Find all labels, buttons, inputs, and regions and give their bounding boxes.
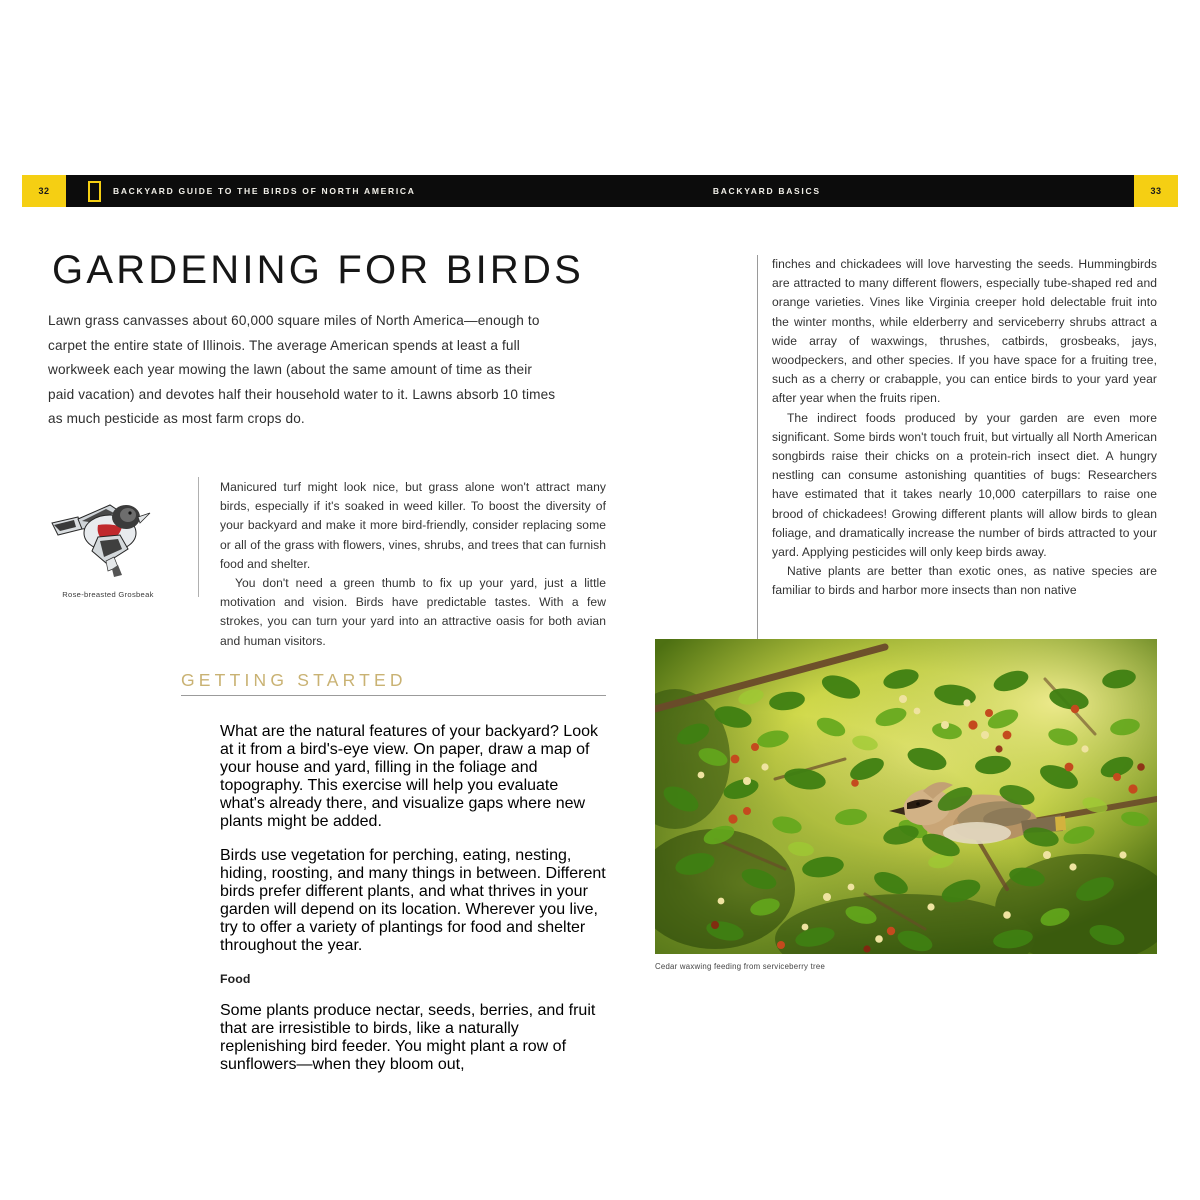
photo-artwork bbox=[655, 639, 1157, 954]
section-heading-rule bbox=[181, 695, 606, 696]
left-page-column bbox=[48, 207, 606, 1073]
paragraph: Native plants are better than exotic ones, as native species are familiar to birds and harbor more insects than non native bbox=[772, 564, 1157, 598]
paragraph: You don't need a green thumb to fix up your yard, just a little motivation and vision. Birds have predictable tastes. With a few strokes, you can turn your yard into an attractive oasis for both avian and human visitors. bbox=[220, 576, 606, 648]
folio-right-number: 33 bbox=[1150, 186, 1162, 196]
paragraph: finches and chickadees will love harvesting the seeds. Hummingbirds are attracted to many different flowers, especially tube-shaped red and orange varieties. Vines like Virginia creeper hold delectable fruit into the winter months, while elderberry and serviceberry shrubs attract a wide array of waxwings, thrushes, catbirds, grosbeaks, jays, woodpeckers, and other species. If you have space for a fruiting tree, such as a cherry or crabapple, you can entice birds to your yard year after year when the fruits ripen. bbox=[772, 257, 1157, 406]
subsection-heading: Food bbox=[220, 972, 251, 986]
left-body-text bbox=[220, 478, 606, 651]
photo-caption: Cedar waxwing feeding from serviceberry tree bbox=[655, 962, 826, 971]
intro-paragraph: Lawn grass canvasses about 60,000 square miles of North America—enough to carpet the entire state of Illinois. The average American spends at least a full workweek each year mowing the lawn (about the same amount of time as their paid vacation) and devotes half their household water to it. Lawns absorb 10 times as much pesticide as most farm crops do. bbox=[48, 313, 556, 426]
header-title-right: BACKYARD BASICS bbox=[712, 186, 821, 196]
page-title: GARDENING FOR BIRDS bbox=[52, 248, 584, 292]
paragraph: The indirect foods produced by your garden are even more significant. Some birds won't touch fruit, but virtually all North American songbirds raise their chicks on a protein-rich insect diet. A hungry nestling can consume astonishing quantities of bugs: Researchers have estimated that it takes nearly 10,000 caterpillars to raise one brood of chickadees! Growing different plants will allow birds to glean foliage, and dramatically increase the number of birds attracted to your yard. Applying pesticides will only keep birds away. bbox=[772, 410, 1157, 560]
cedar-waxwing-photo bbox=[655, 639, 1157, 954]
getting-started-text bbox=[220, 707, 606, 1090]
paragraph: Some plants produce nectar, seeds, berries, and fruit that are irresistible to birds, like a naturally replenishing bird feeder. You might plant a row of sunflowers—when they bloom out, bbox=[220, 1002, 596, 1073]
folio-left bbox=[22, 175, 66, 207]
header-title-left: BACKYARD GUIDE TO THE BIRDS OF NORTH AMERICA bbox=[113, 186, 416, 196]
illustration-divider bbox=[198, 477, 199, 597]
paragraph: Birds use vegetation for perching, eating, nesting, hiding, roosting, and many things in between. Different birds prefer different plants, and what thrives in your garden will depend on its location. Wherever you live, try to offer a variety of plantings for food and shelter throughout the year. bbox=[220, 847, 606, 954]
folio-left-number: 32 bbox=[38, 186, 50, 196]
rose-breasted-grosbeak-icon bbox=[48, 479, 160, 583]
section-heading: GETTING STARTED bbox=[181, 670, 407, 690]
spread-body bbox=[0, 207, 1200, 1200]
bird-illustration-block bbox=[48, 479, 168, 600]
section-heading-block bbox=[181, 670, 606, 696]
gutter-divider bbox=[757, 255, 758, 667]
paragraph: Manicured turf might look nice, but grass alone won't attract many birds, especially if it's soaked in weed killer. To boost the diversity of your backyard and make it more bird-friendly, consider replacing some or all of the grass with flowers, vines, shrubs, and trees that can furnish food and shelter. bbox=[220, 480, 606, 571]
national-geographic-logo-icon bbox=[88, 181, 101, 202]
right-body-text bbox=[772, 255, 1157, 601]
paragraph: What are the natural features of your backyard? Look at it from a bird's-eye view. On paper, draw a map of your house and yard, filling in the foliage and topography. This exercise will help you evaluate what's already there, and visualize gaps where new plants might be added. bbox=[220, 723, 598, 830]
running-header bbox=[22, 175, 1178, 207]
folio-right bbox=[1134, 175, 1178, 207]
bird-illustration-caption: Rose-breasted Grosbeak bbox=[62, 590, 154, 599]
